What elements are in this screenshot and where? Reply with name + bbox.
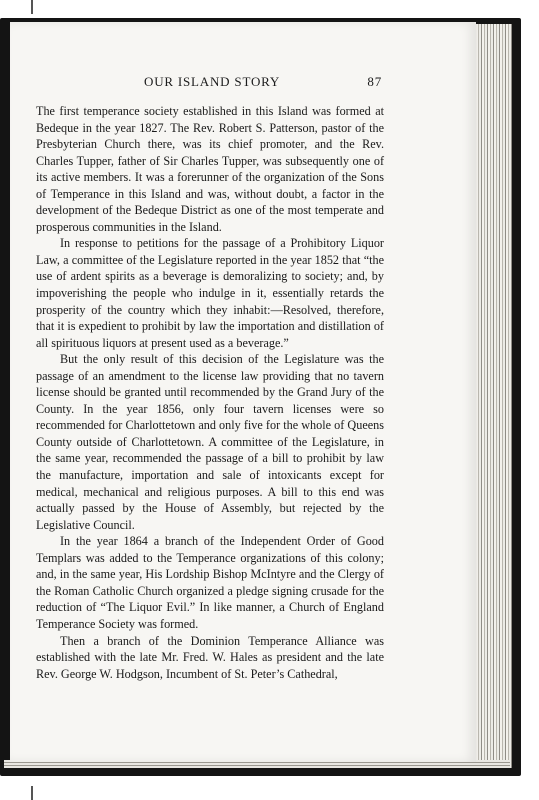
paragraph-4: In the year 1864 a branch of the Independent Order of Good Templars was added to the Temperance organizations of this colony; and, in the same year, His Lordship Bishop McIntyre and the Clergy of the Roman Catholic Church organized a pledge signing crusade for the reduction of “The Liquor Evil.” In like manner, a Church of England Temperance Society was formed. <box>36 534 384 631</box>
binding-thread-mark <box>31 0 33 14</box>
running-head <box>36 74 382 94</box>
body-text <box>36 103 384 682</box>
paragraph-2: In response to petitions for the passage of a Prohibitory Liquor Law, a committee of the Legislature reported in the year 1852 that “the use of ardent spirits as a beverage is demoralizing to society; and, by impoverishing the people who indulge in it, essentially retards the prosperity of the country which they inhabit:—Resolved, therefore, that it is expedient to prohibit by law the importation and distillation of all spirituous liquors at present used as a beverage.” <box>36 236 384 350</box>
binding-thread-mark-bottom <box>31 786 33 800</box>
paragraph-3: But the only result of this decision of the Legislature was the passage of an amendment to the license law providing that no tavern license should be granted until recommended by the Grand Jury of the County. In the year 1856, only four tavern licenses were so recommended for Charlottetown and only five for the whole of Queens County outside of Charlottetown. A committee of the Legislature, in the same year, recommended the passage of a bill to prohibit by law the manufacture, importation and sale of intoxicants except for medical, mechanical and religious purposes. A bill to this end was actually passed by the House of Assembly, but rejected by the Legislative Council. <box>36 352 384 532</box>
paragraph-1: The first temperance society established in this Island was formed at Bedeque in the year 1827. The Rev. Robert S. Patterson, pastor of the Presbyterian Church there, was its chief promoter, and the Rev. Charles Tupper, father of Sir Charles Tupper, was subsequently one of its active members. It was a forerunner of the organization of the Sons of Temperance in this Island and was, without doubt, a factor in the development of the Bedeque District as one of the most temperate and prosperous communities in the Island. <box>36 104 384 234</box>
page-edges <box>470 24 512 768</box>
running-title: OUR ISLAND STORY <box>144 74 281 89</box>
paragraph-5: Then a branch of the Dominion Temperance Alliance was established with the late Mr. Fred. W. Hales as president and the late Rev. George W. Hodgson, Incumbent of St. Peter’s Cathedral, <box>36 633 384 681</box>
page-number: 87 <box>367 74 382 89</box>
